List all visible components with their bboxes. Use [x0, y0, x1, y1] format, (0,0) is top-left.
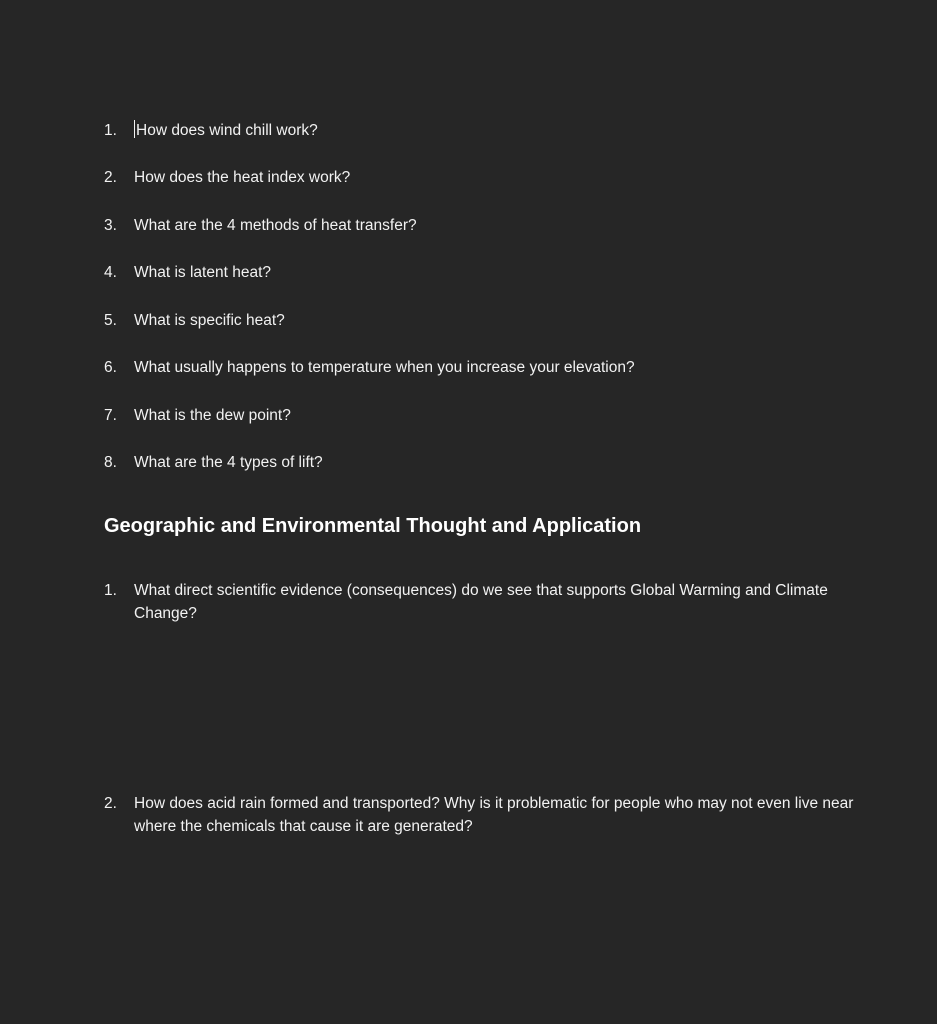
list-text: What direct scientific evidence (consequences) do we see that supports Global Warming and Climate Change? — [134, 582, 828, 622]
list-item — [104, 309, 864, 332]
list-item — [104, 261, 864, 284]
text-cursor — [134, 120, 135, 138]
list-number: 2. — [104, 169, 117, 186]
list-number: 6. — [104, 359, 117, 376]
list-number: 1. — [104, 582, 117, 599]
list-text: What usually happens to temperature when you increase your elevation? — [134, 359, 635, 376]
list-item — [104, 166, 864, 189]
list-text: What is specific heat? — [134, 312, 285, 329]
list-number: 3. — [104, 217, 117, 234]
list-number: 4. — [104, 264, 117, 281]
list-text: What are the 4 methods of heat transfer? — [134, 217, 417, 234]
list-number: 1. — [104, 122, 117, 139]
list-number: 8. — [104, 454, 117, 471]
list-text: How does wind chill work? — [136, 122, 318, 139]
list-item — [104, 214, 864, 237]
list-text: How does acid rain formed and transported? Why is it problematic for people who may not even live near where the chemicals that cause it are generated? — [134, 795, 854, 835]
list-text-wrapper[interactable] — [134, 119, 864, 142]
list-text: How does the heat index work? — [134, 169, 351, 186]
list-number: 2. — [104, 795, 117, 812]
list-number: 5. — [104, 312, 117, 329]
list-item — [104, 451, 864, 474]
list-text: What is the dew point? — [134, 407, 291, 424]
list-item — [104, 404, 864, 427]
list-item — [104, 356, 864, 379]
list-item — [104, 579, 864, 625]
list-text: What are the 4 types of lift? — [134, 454, 323, 471]
list-item — [104, 792, 864, 838]
section-heading: Geographic and Environmental Thought and Application — [104, 515, 642, 537]
list-number: 7. — [104, 407, 117, 424]
list-item — [104, 119, 864, 142]
list-text: What is latent heat? — [134, 264, 271, 281]
